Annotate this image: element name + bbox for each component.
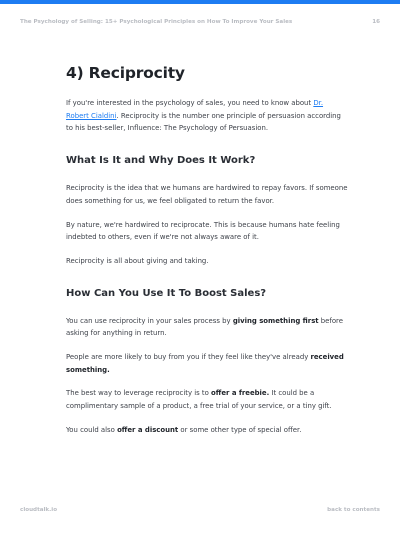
top-accent-bar xyxy=(0,0,400,4)
section-title: 4) Reciprocity xyxy=(66,64,185,82)
intro-text-before: If you're interested in the psychology of sales, you need to know about xyxy=(66,99,314,107)
what-is-it-paragraph-2: By nature, we're hardwired to reciprocate. This is because humans hate feeling indebted to others, even if we're not always aware of it. xyxy=(66,220,340,242)
how-to-use-paragraph-2 xyxy=(66,351,348,376)
p4-text-after: or some other type of special offer. xyxy=(178,425,302,434)
intro-paragraph xyxy=(66,97,348,135)
p4-text: You could also xyxy=(66,425,118,434)
cialdini-link[interactable]: Dr. Robert Cialdini xyxy=(66,99,324,120)
p1-emphasis: giving something first xyxy=(232,316,319,325)
p1-text: You can use reciprocity in your sales process by xyxy=(66,316,233,325)
what-is-it-heading: What Is It and Why Does It Work? xyxy=(66,155,256,167)
p3-text-after: It could be a complimentary sample of a product, a free trial of your service, or a tiny gift. xyxy=(66,389,332,411)
page-number: 16 xyxy=(372,19,380,25)
back-to-contents-link[interactable]: back to contents xyxy=(327,507,380,513)
p3-emphasis: offer a freebie. xyxy=(211,389,270,398)
what-is-it-paragraph-1: Reciprocity is the idea that we humans are hardwired to repay favors. If someone does something for us, we feel obligated to return the favor. xyxy=(66,184,348,205)
how-to-use-paragraph-3 xyxy=(66,387,348,412)
how-to-use-paragraph-1 xyxy=(66,315,348,340)
p3-text: The best way to leverage reciprocity is to xyxy=(66,389,212,398)
p2-text: People are more likely to buy from you if they feel like they've already xyxy=(66,353,311,362)
main-content xyxy=(66,64,348,448)
p2-emphasis: received something. xyxy=(66,353,344,374)
running-title: The Psychology of Selling: 15+ Psychological Principles on How To Improve Your Sales xyxy=(20,19,293,25)
intro-text-after: . Reciprocity is the number one principle of persuasion according to his best-seller, Influence: The Psychology of Persuasion. xyxy=(66,111,341,133)
p4-emphasis: offer a discount xyxy=(117,425,179,434)
how-to-use-heading: How Can You Use It To Boost Sales? xyxy=(66,287,267,299)
p1-text-after: before asking for anything in return. xyxy=(66,316,343,338)
how-to-use-paragraph-4 xyxy=(66,424,348,437)
what-is-it-paragraph-3: Reciprocity is all about giving and taking. xyxy=(66,256,209,265)
footer-brand: cloudtalk.io xyxy=(20,507,58,513)
